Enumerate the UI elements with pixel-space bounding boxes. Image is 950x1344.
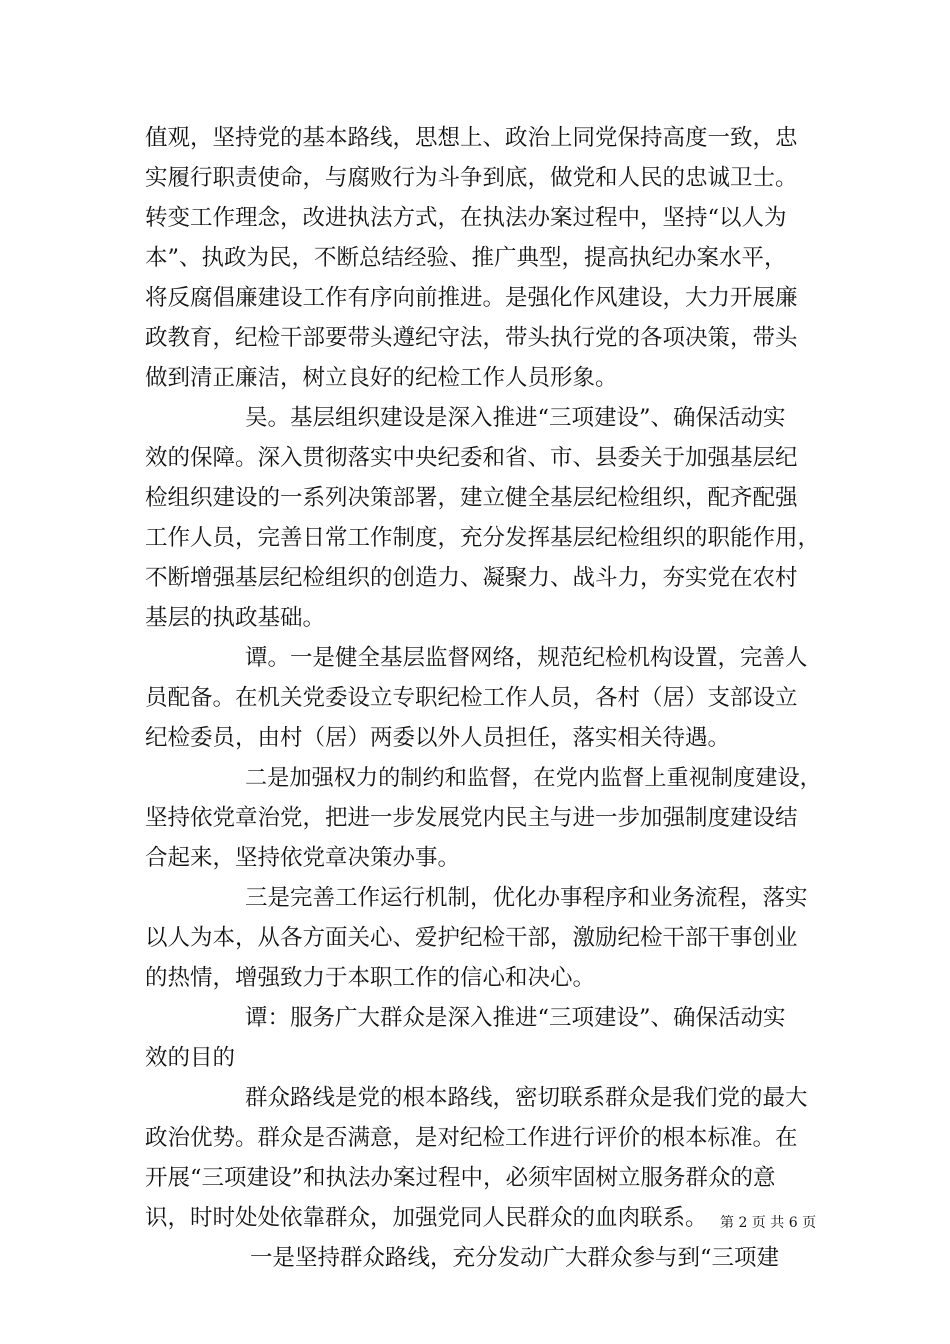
- text-line: 以人为本，从各方面关心、爱护纪检干部，激励纪检干部干事创业: [145, 925, 798, 951]
- text-line: 效的目的: [145, 1045, 236, 1071]
- text-line: 开展“三项建设”和执法办案过程中，必须牢固树立服务群众的意: [145, 1165, 776, 1191]
- text-line: 检组织建设的一系列决策部署，建立健全基层纪检组织，配齐配强: [145, 485, 798, 511]
- text-line: 实履行职责使命，与腐败行为斗争到底，做党和人民的忠诚卫士。: [145, 165, 798, 191]
- text-line: 基层的执政基础。: [145, 605, 326, 631]
- text-line: 转变工作理念，改进执法方式，在执法办案过程中，坚持“以人为: [145, 205, 787, 231]
- text-line: 吴。基层组织建设是深入推进“三项建设”、确保活动实: [245, 405, 786, 431]
- text-line: 合起来，坚持依党章决策办事。: [145, 845, 461, 871]
- text-line: 坚持依党章治党，把进一步发展党内民主与进一步加强制度建设结: [145, 805, 798, 831]
- text-line: 工作人员，完善日常工作制度，充分发挥基层纪检组织的职能作用，: [145, 525, 821, 551]
- text-line: 二是加强权力的制约和监督，在党内监督上重视制度建设，: [245, 765, 822, 791]
- text-line: 一是坚持群众路线，充分发动广大群众参与到“三项建: [250, 1245, 780, 1271]
- text-line: 纪检委员，由村（居）两委以外人员担任，落实相关待遇。: [145, 725, 731, 751]
- text-line: 本”、执政为民，不断总结经验、推广典型，提高执纪办案水平，: [145, 245, 787, 271]
- text-line: 不断增强基层纪检组织的创造力、凝聚力、战斗力，夯实党在农村: [145, 565, 798, 591]
- text-line: 群众路线是党的根本路线，密切联系群众是我们党的最大: [245, 1085, 808, 1111]
- page-number-footer: 第 2 页 共 6 页: [720, 1215, 817, 1231]
- text-line: 的热情，增强致力于本职工作的信心和决心。: [145, 965, 596, 991]
- text-line: 三是完善工作运行机制，优化办事程序和业务流程，落实: [245, 885, 808, 911]
- text-line: 做到清正廉洁，树立良好的纪检工作人员形象。: [145, 365, 618, 391]
- text-line: 谭：服务广大群众是深入推进“三项建设”、确保活动实: [245, 1005, 786, 1031]
- text-line: 员配备。在机关党委设立专职纪检工作人员，各村（居）支部设立: [145, 685, 798, 711]
- text-line: 政教育，纪检干部要带头遵纪守法，带头执行党的各项决策，带头: [145, 325, 798, 351]
- text-line: 值观，坚持党的基本路线，思想上、政治上同党保持高度一致，忠: [145, 125, 798, 151]
- text-line: 谭。一是健全基层监督网络，规范纪检机构设置，完善人: [245, 645, 808, 671]
- text-line: 效的保障。深入贯彻落实中央纪委和省、市、县委关于加强基层纪: [145, 445, 798, 471]
- text-line: 识，时时处处依靠群众，加强党同人民群众的血肉联系。: [145, 1205, 708, 1231]
- text-line: 将反腐倡廉建设工作有序向前推进。是强化作风建设，大力开展廉: [145, 285, 798, 311]
- text-line: 政治优势。群众是否满意，是对纪检工作进行评价的根本标准。在: [145, 1125, 798, 1151]
